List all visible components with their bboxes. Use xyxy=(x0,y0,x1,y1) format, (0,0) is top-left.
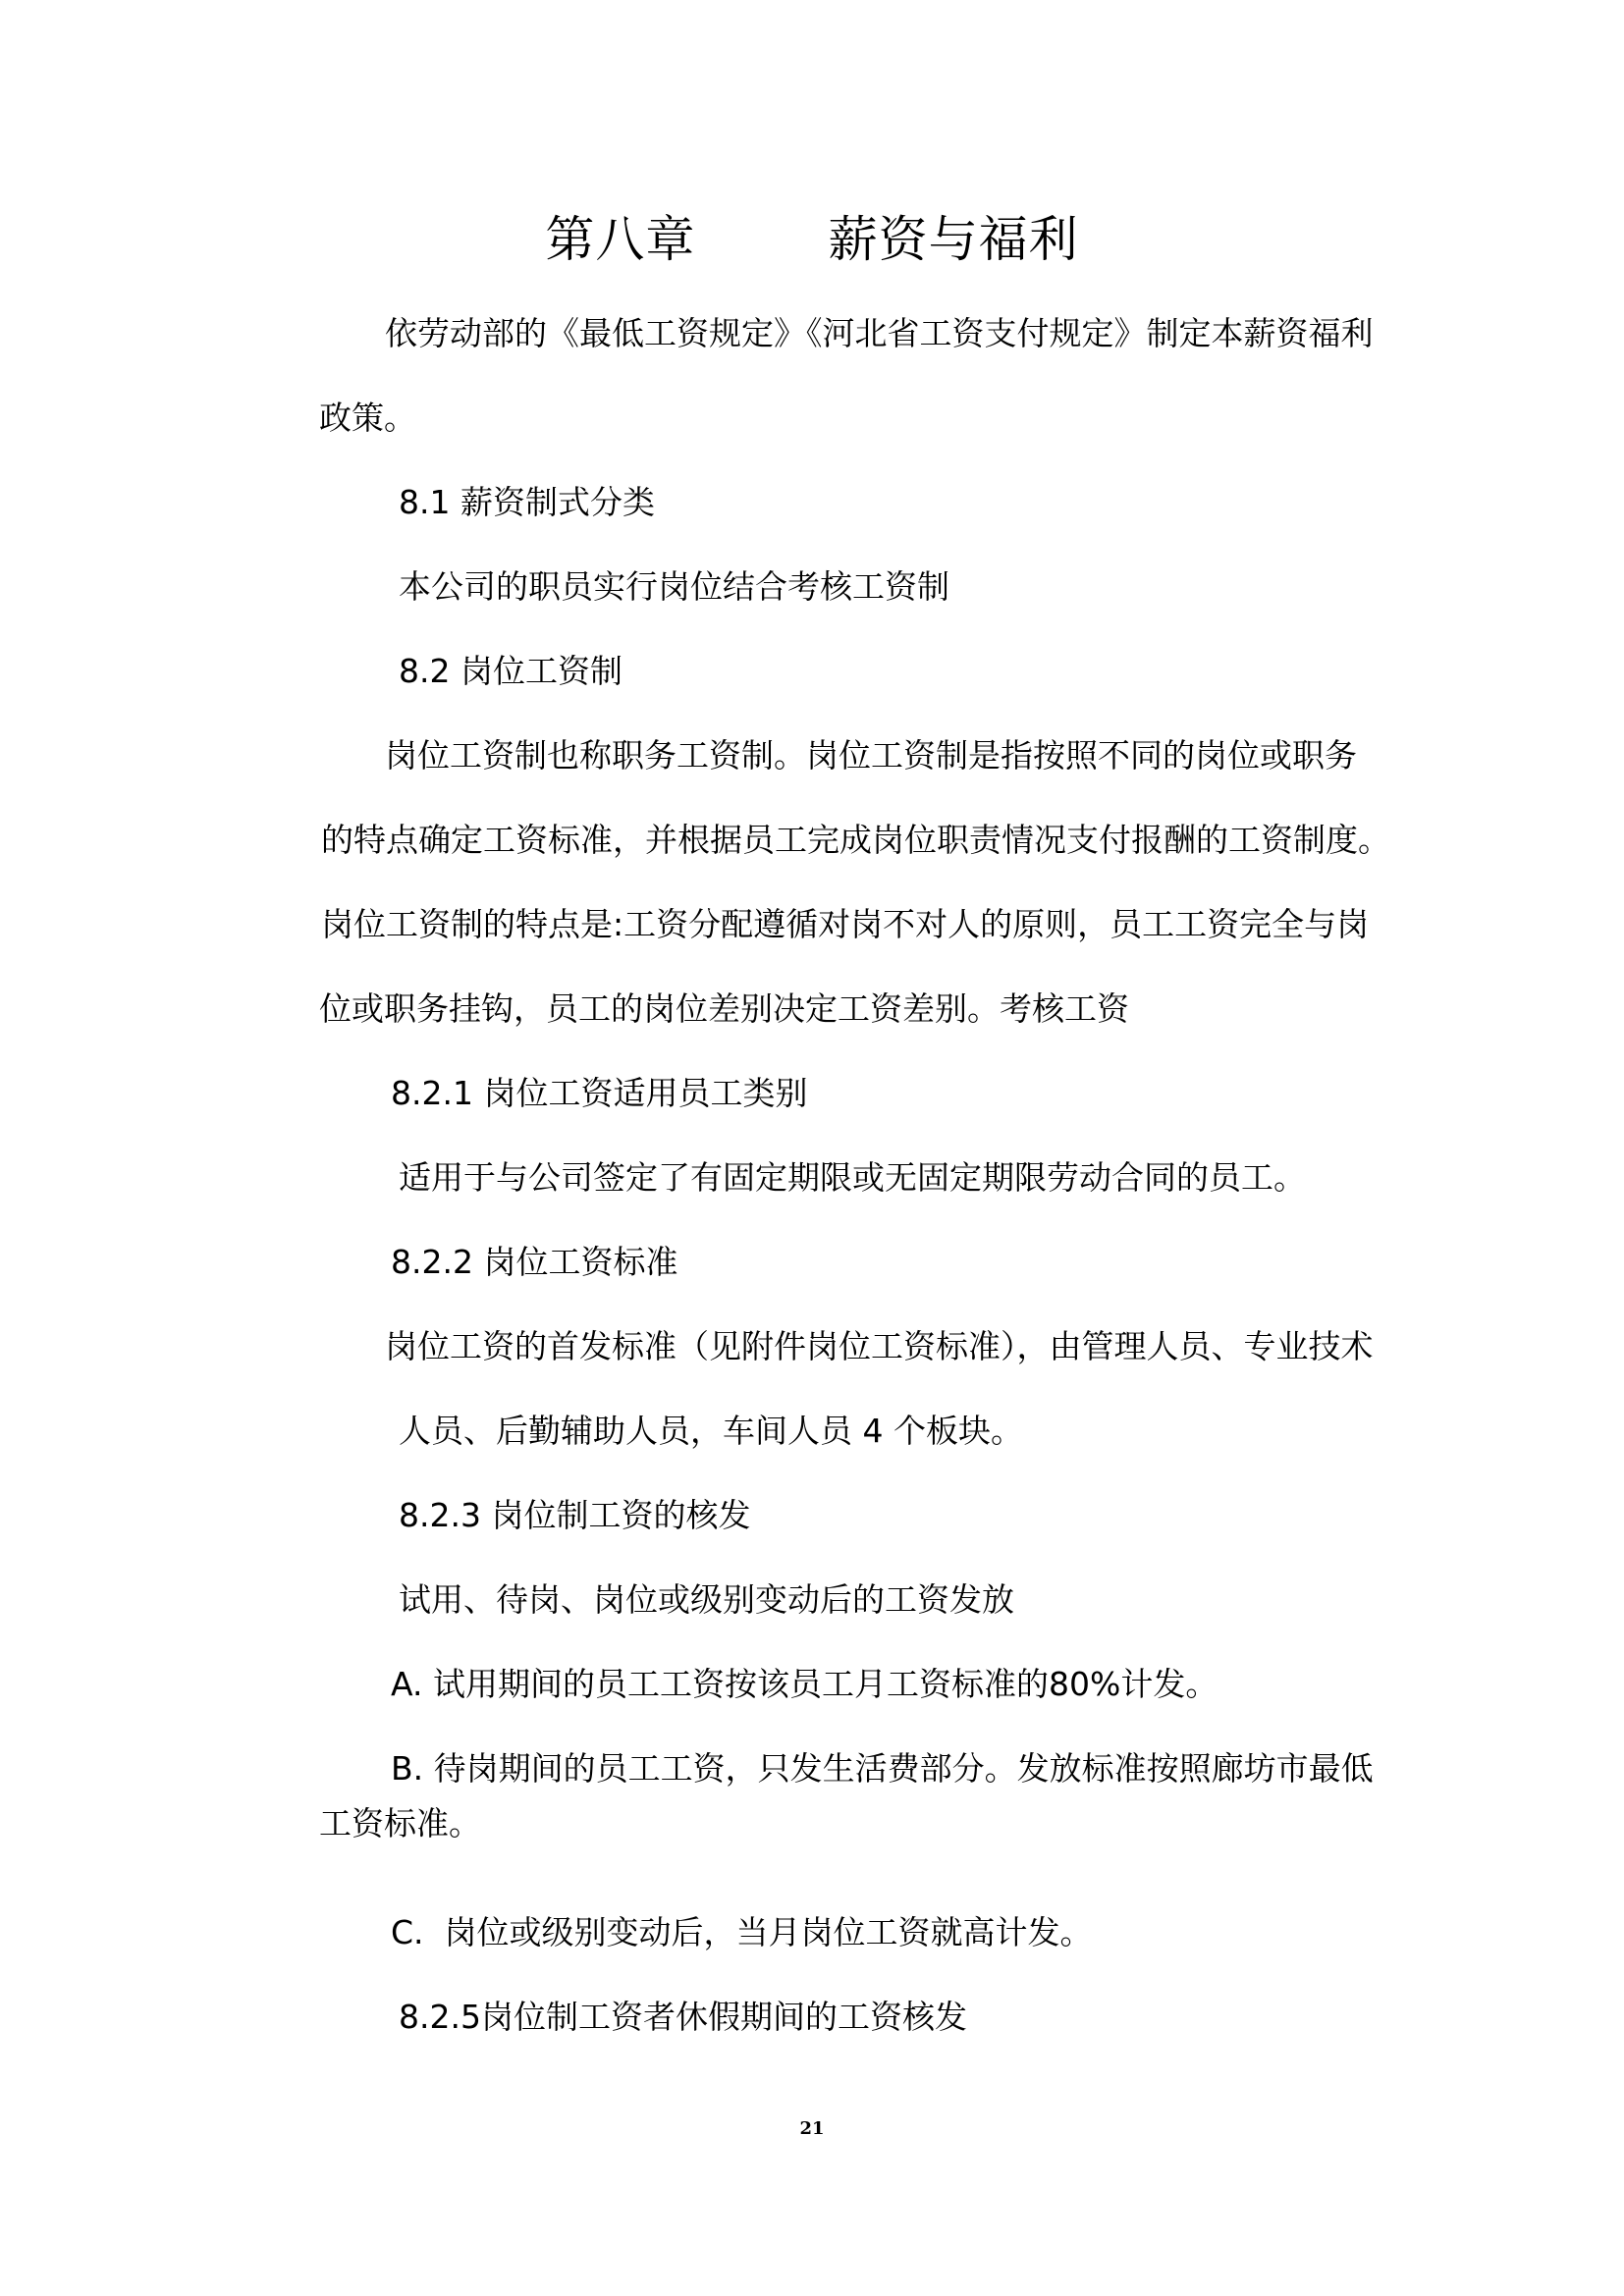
paragraph-line: 人员、后勤辅助人员，车间人员 4 个板块。 xyxy=(399,1412,1023,1450)
list-item: C. 岗位或级别变动后，当月岗位工资就高计发。 xyxy=(391,1913,1093,1951)
list-item: A. 试用期间的员工工资按该员工月工资标准的80%计发。 xyxy=(391,1665,1218,1703)
list-item: B. 待岗期间的员工工资，只发生活费部分。发放标准按照廊坊市最低 xyxy=(391,1749,1374,1788)
paragraph-line: 岗位工资制的特点是:工资分配遵循对岗不对人的原则，员工工资完全与岗 xyxy=(321,905,1370,943)
paragraph-line: 岗位工资制也称职务工资制。岗位工资制是指按照不同的岗位或职务 xyxy=(385,736,1357,774)
section-heading: 8.2.5岗位制工资者休假期间的工资核发 xyxy=(399,1998,967,2036)
page-number: 21 xyxy=(799,2118,825,2139)
section-heading: 8.2.1 岗位工资适用员工类别 xyxy=(391,1074,808,1112)
paragraph-line: 政策。 xyxy=(319,399,416,437)
paragraph-line: 本公司的职员实行岗位结合考核工资制 xyxy=(399,567,949,606)
paragraph-line: 位或职务挂钩，员工的岗位差别决定工资差别。考核工资 xyxy=(319,989,1129,1028)
paragraph-line: 依劳动部的《最低工资规定》《河北省工资支付规定》制定本薪资福利 xyxy=(385,314,1374,352)
section-heading: 8.2.2 岗位工资标准 xyxy=(391,1243,678,1281)
paragraph-line: 的特点确定工资标准，并根据员工完成岗位职责情况支付报酬的工资制度。 xyxy=(321,821,1390,859)
paragraph-line: 岗位工资的首发标准（见附件岗位工资标准），由管理人员、专业技术 xyxy=(385,1327,1374,1365)
paragraph-line: 适用于与公司签定了有固定期限或无固定期限劳动合同的员工。 xyxy=(399,1158,1306,1197)
section-heading: 8.2 岗位工资制 xyxy=(399,652,623,690)
section-heading: 8.1 薪资制式分类 xyxy=(399,483,655,521)
paragraph-line: 试用、待岗、岗位或级别变动后的工资发放 xyxy=(399,1580,1014,1619)
paragraph-line: 工资标准。 xyxy=(319,1804,481,1842)
section-heading: 8.2.3 岗位制工资的核发 xyxy=(399,1496,751,1534)
chapter-title: 第八章 薪资与福利 xyxy=(545,211,1079,268)
